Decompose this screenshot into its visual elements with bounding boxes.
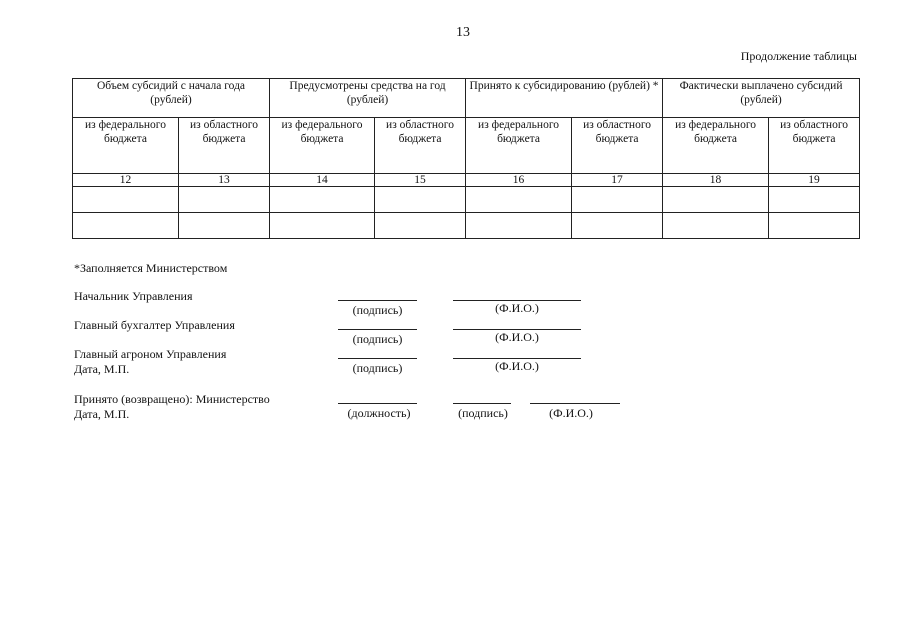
column-number: 19: [769, 174, 860, 187]
group-header-row: [73, 79, 860, 118]
date-stamp-label: Дата, М.П.: [74, 362, 130, 376]
group-header: Объем субсидий с начала года (рублей): [73, 79, 270, 118]
fio-caption: (Ф.И.О.): [495, 359, 539, 373]
table-cell: [375, 187, 466, 213]
table-cell: [375, 213, 466, 239]
table-cell: [572, 213, 663, 239]
sub-header: из федерального бюджета: [466, 118, 572, 174]
group-header: Фактически выплачено субсидий (рублей): [663, 79, 860, 118]
sub-header: из федерального бюджета: [73, 118, 179, 174]
fio-caption: (Ф.И.О.): [495, 330, 539, 344]
sub-header-row: [73, 118, 860, 174]
sub-header: из федерального бюджета: [663, 118, 769, 174]
table-cell: [466, 187, 572, 213]
column-number: 16: [466, 174, 572, 187]
table-cell: [466, 213, 572, 239]
fio-caption: (Ф.И.О.): [549, 406, 593, 420]
column-number: 15: [375, 174, 466, 187]
sub-header: из областного бюджета: [179, 118, 270, 174]
sub-header: из областного бюджета: [375, 118, 466, 174]
accountant-label: Главный бухгалтер Управления: [74, 318, 235, 332]
position-line: [338, 403, 417, 404]
table-cell: [663, 213, 769, 239]
group-header: Предусмотрены средства на год (рублей): [270, 79, 466, 118]
table-cell: [769, 213, 860, 239]
signature-line: [338, 300, 417, 301]
column-number: 14: [270, 174, 375, 187]
column-number: 13: [179, 174, 270, 187]
sub-header: из областного бюджета: [769, 118, 860, 174]
table-cell: [270, 213, 375, 239]
signature-caption: (подпись): [458, 406, 508, 420]
signature-line: [453, 403, 511, 404]
table-cell: [179, 187, 270, 213]
signature-caption: (подпись): [352, 361, 403, 375]
column-number-row: [73, 174, 860, 187]
date-stamp-label: Дата, М.П.: [74, 407, 130, 421]
signature-caption: (подпись): [352, 332, 403, 346]
sub-header: из областного бюджета: [572, 118, 663, 174]
signature-line: [338, 358, 417, 359]
continuation-label: Продолжение таблицы: [740, 49, 857, 63]
table-cell: [73, 213, 179, 239]
table-cell: [73, 187, 179, 213]
position-caption: (должность): [347, 406, 411, 420]
table-cell: [179, 213, 270, 239]
ministry-footnote: *Заполняется Министерством: [74, 261, 228, 275]
head-label: Начальник Управления: [74, 289, 193, 303]
page-number: 13: [456, 25, 470, 40]
fio-line: [530, 403, 620, 404]
table-cell: [663, 187, 769, 213]
table-row: [73, 213, 860, 239]
table-cell: [270, 187, 375, 213]
signature-caption: (подпись): [352, 303, 403, 317]
column-number: 17: [572, 174, 663, 187]
group-header: Принято к субсидированию (рублей) *: [466, 79, 663, 118]
accepted-label: Принято (возвращено): Министерство: [74, 392, 270, 406]
signature-line: [338, 329, 417, 330]
table-row: [73, 187, 860, 213]
column-number: 12: [73, 174, 179, 187]
agronomist-label: Главный агроном Управления: [74, 347, 227, 361]
subsidy-table: [72, 78, 860, 239]
column-number: 18: [663, 174, 769, 187]
fio-caption: (Ф.И.О.): [495, 301, 539, 315]
table-cell: [572, 187, 663, 213]
sub-header: из федерального бюджета: [270, 118, 375, 174]
table-cell: [769, 187, 860, 213]
